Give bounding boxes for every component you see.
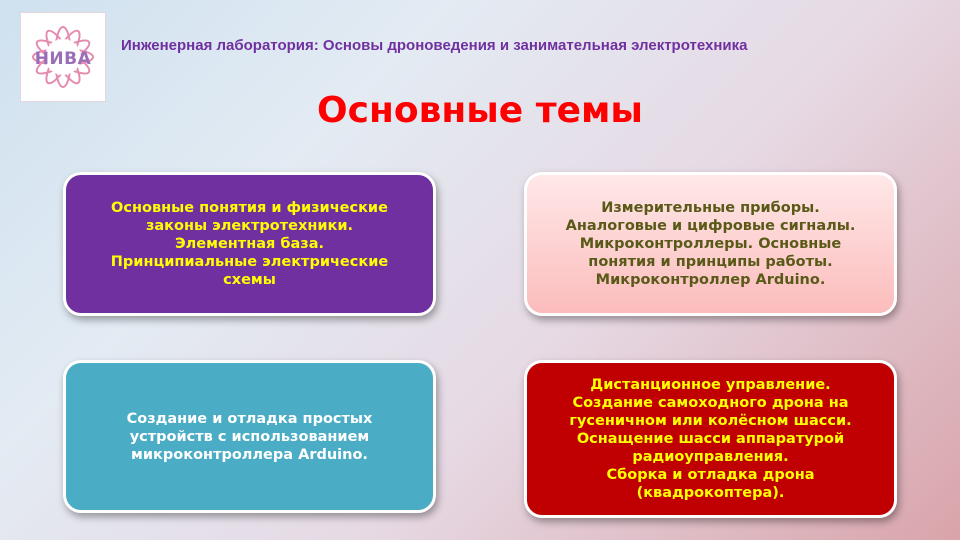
header-subtitle: Инженерная лаборатория: Основы дроноведения и занимательная электротехника (121, 37, 748, 54)
topic-card-text: Измерительные приборы. Аналоговые и цифровые сигналы. Микроконтроллеры. Основные понятия и принципы работы. Микроконтроллер Arduino. (565, 200, 856, 288)
topic-card-text: Дистанционное управление. Создание самоходного дрона на гусеничном или колёсном шасси. Оснащение шасси аппаратурой радиоуправления. Сборка и отладка дрона (квадрокоптера). (569, 377, 852, 501)
slide-title: Основные темы (317, 90, 643, 131)
logo (20, 12, 106, 102)
topic-card-arduino-devices (63, 360, 436, 513)
topic-card-drone (524, 360, 897, 518)
topic-card-text: Основные понятия и физические законы электротехники. Элементная база. Принципиальные электрические схемы (110, 200, 389, 288)
logo-text: НИВА (34, 49, 92, 69)
topic-card-instruments (524, 172, 897, 316)
topic-card-electrotechnics (63, 172, 436, 316)
topic-card-text: Создание и отладка простых устройств с использованием микроконтроллера Arduino. (126, 410, 373, 463)
